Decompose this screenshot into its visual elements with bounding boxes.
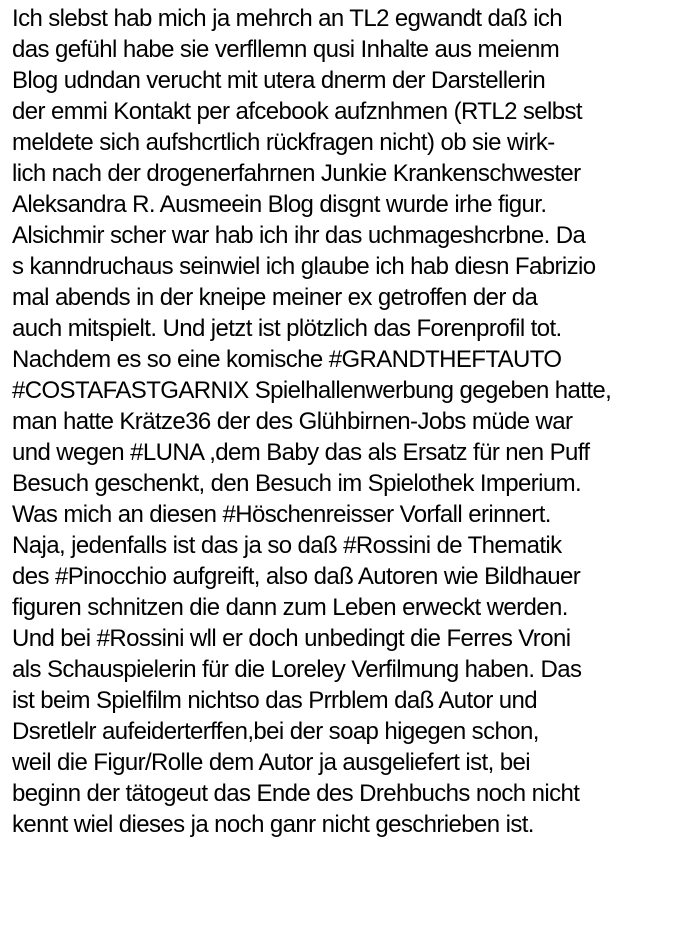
text-line: Naja, jedenfalls ist das ja so daß #Rossini de Thematik [12,532,562,559]
text-line: Dsretlelr aufeiderterffen,bei der soap higegen schon, [12,718,539,745]
text-line: man hatte Krätze36 der des Glühbirnen-Jobs müde war [12,408,573,435]
text-line: Besuch geschenkt, den Besuch im Spielothek Imperium. [12,470,582,497]
text-line: und wegen #LUNA ,dem Baby das als Ersatz für nen Puff [12,439,590,466]
text-line: beginn der tätogeut das Ende des Drehbuchs noch nicht [12,780,580,807]
text-line: kennt wiel dieses ja noch ganr nicht geschrieben ist. [12,811,534,838]
text-line: des #Pinocchio aufgreift, also daß Autoren wie Bildhauer [12,563,581,590]
text-line: Alsichmir scher war hab ich ihr das uchmageshcrbne. Da [12,222,586,249]
text-line: ist beim Spielfilm nichtso das Prrblem daß Autor und [12,687,538,714]
text-line: Nachdem es so eine komische #GRANDTHEFTAUTO [12,346,562,373]
text-line: s kanndruchaus seinwiel ich glaube ich hab diesn Fabrizio [12,253,596,280]
text-line: als Schauspielerin für die Loreley Verfilmung haben. Das [12,656,582,683]
text-line: meldete sich aufshcrtlich rückfragen nicht) ob sie wirk- [12,129,555,156]
text-line: mal abends in der kneipe meiner ex getroffen der da [12,284,538,311]
text-line: weil die Figur/Rolle dem Autor ja ausgeliefert ist, bei [12,749,530,776]
text-line: der emmi Kontakt per afcebook aufznhmen (RTL2 selbst [12,98,582,125]
text-line: Blog udndan verucht mit utera dnerm der Darstellerin [12,67,546,94]
text-line: figuren schnitzen die dann zum Leben erweckt werden. [12,594,568,621]
text-line: das gefühl habe sie verfllemn qusi Inhalte aus meienm [12,36,560,63]
text-line: Und bei #Rossini wll er doch unbedingt die Ferres Vroni [12,625,571,652]
text-line: auch mitspielt. Und jetzt ist plötzlich das Forenprofil tot. [12,315,562,342]
text-line: Was mich an diesen #Höschenreisser Vorfall erinnert. [12,501,551,528]
text-line: Aleksandra R. Ausmeein Blog disgnt wurde irhe figur. [12,191,547,218]
text-line: #COSTAFASTGARNIX Spielhallenwerbung gegeben hatte, [12,377,612,404]
text-line: lich nach der drogenerfahrnen Junkie Krankenschwester [12,160,581,187]
text-line: Ich slebst hab mich ja mehrch an TL2 egwandt daß ich [12,5,563,32]
